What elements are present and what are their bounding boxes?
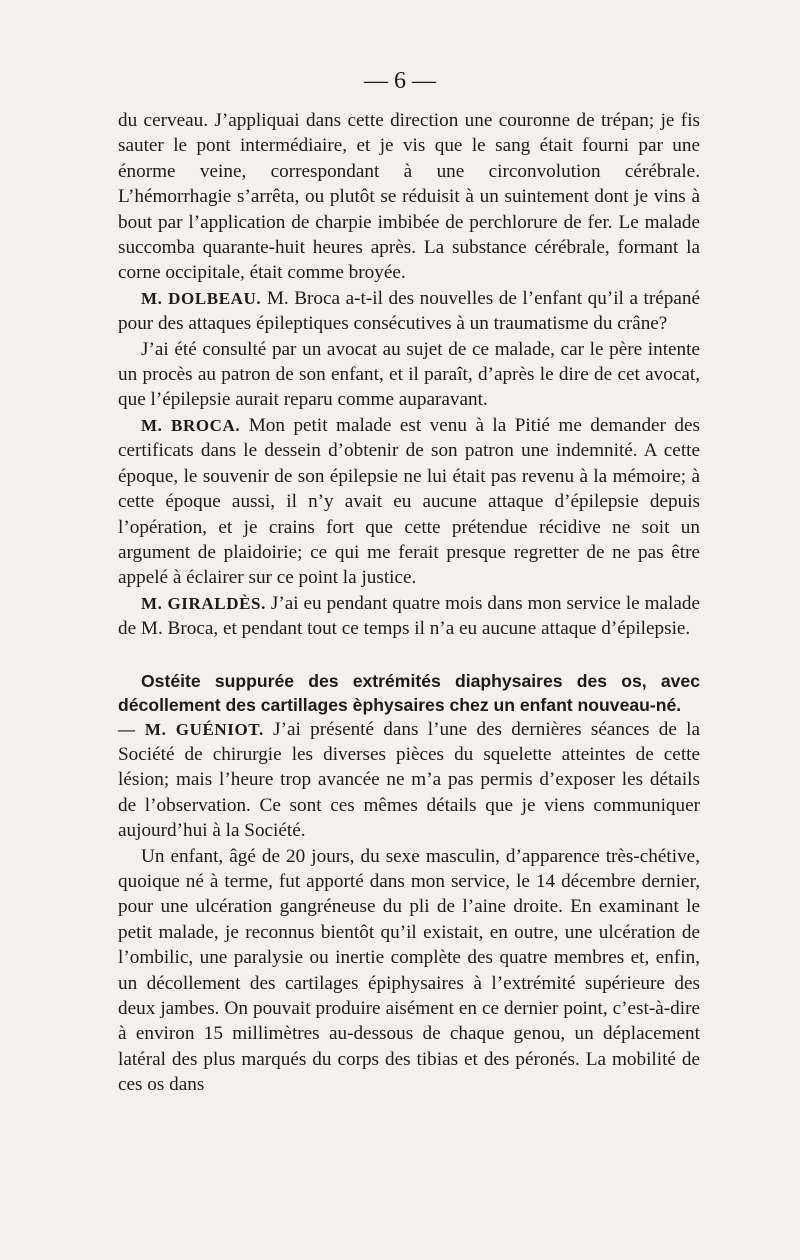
paragraph bbox=[118, 108, 700, 286]
paragraph-text: J’ai été consulté par un avocat au sujet de ce malade, car le père intente un procès au patron de son enfant, et il paraît, d’après le dire de cet avocat, que l’épilepsie aurait reparu comme auparavant. bbox=[118, 338, 700, 411]
paragraph-text: Mon petit malade est venu à la Pitié me demander des certificats dans le dessein d’obtenir de son patron une indemnité. A cette époque, le souvenir de son épilepsie ne lui était pas revenu à la mémoire; à cette époque aussi, il n’y avait eu aucune attaque d’épilepsie depuis l’opération, et je crains fort que cette prétendue récidive ne soit un argument de plaidoirie; ce qui me ferait presque regretter de ne pas être appelé à éclairer sur ce point la justice. bbox=[118, 414, 700, 589]
speaker-name: M. GIRALDÈS. bbox=[141, 593, 266, 613]
paragraph-text: du cerveau. J’appliquai dans cette direction une couronne de trépan; je fis sauter le pont intermédiaire, et je vis que le sang était fourni par une énorme veine, correspondant à une circonvolution cérébrale. L’hémorrhagie s’arrêta, ou plutôt se réduisit à un suintement dont je vins à bout par l’application de charpie imbibée de perchlorure de fer. Le malade succomba quarante-huit heures après. La substance cérébrale, formant la corne occipitale, était comme broyée. bbox=[118, 110, 700, 284]
speaker-name: — M. GUÉNIOT. bbox=[118, 719, 264, 739]
body-text bbox=[118, 108, 700, 1098]
section-title: Ostéite suppurée des extrémités diaphysaires des os, avec décollement des cartillages èphysaires chez un enfant nouveau-né. bbox=[118, 670, 700, 715]
paragraph-text: M. Broca a-t-il des nouvelles de l’enfant qu’il a trépané pour des attaques épileptiques consécutives à un traumatisme du crâne? bbox=[118, 287, 701, 335]
speaker-name: M. DOLBEAU. bbox=[141, 288, 262, 308]
paragraph-text: J’ai eu pendant quatre mois dans mon service le malade de M. Broca, et pendant tout ce temps il n’a eu aucune attaque d’épilepsie. bbox=[118, 592, 700, 640]
paragraph bbox=[118, 717, 700, 844]
paragraph bbox=[118, 844, 700, 1098]
paragraph bbox=[118, 591, 700, 642]
paragraph-text: J’ai présenté dans l’une des dernières séances de la Société de chirurgie les diverses pièces du squelette atteintes de cette lésion; mais l’heure trop avancée ne m’a pas permis d’exposer les détails de l’observation. Ce sont ces mêmes détails que je viens communiquer aujourd’hui à la Société. bbox=[118, 718, 700, 842]
paragraph bbox=[118, 337, 700, 413]
page-number: — 6 — bbox=[364, 68, 436, 94]
paragraph bbox=[118, 286, 700, 337]
speaker-name: M. BROCA. bbox=[141, 415, 241, 435]
paragraph-text: Un enfant, âgé de 20 jours, du sexe masculin, d’apparence très-chétive, quoique né à terme, fut apporté dans mon service, le 14 décembre dernier, pour une ulcération gangréneuse du pli de l’aine droite. En examinant le petit malade, je reconnus bientôt qu’il existait, en outre, une ulcération de l’ombilic, une paralysie ou inertie complète des quatre membres et, enfin, un décollement des cartilages épiphysaires à l’extrémité supérieure des deux jambes. On pouvait produire aisément en ce dernier point, c’est-à-dire à environ 15 millimètres au-dessous de chaque genou, un déplacement latéral des plus marqués du corps des tibias et des péronés. La mobilité de ces os dans bbox=[118, 845, 700, 1096]
paragraph bbox=[118, 413, 700, 591]
